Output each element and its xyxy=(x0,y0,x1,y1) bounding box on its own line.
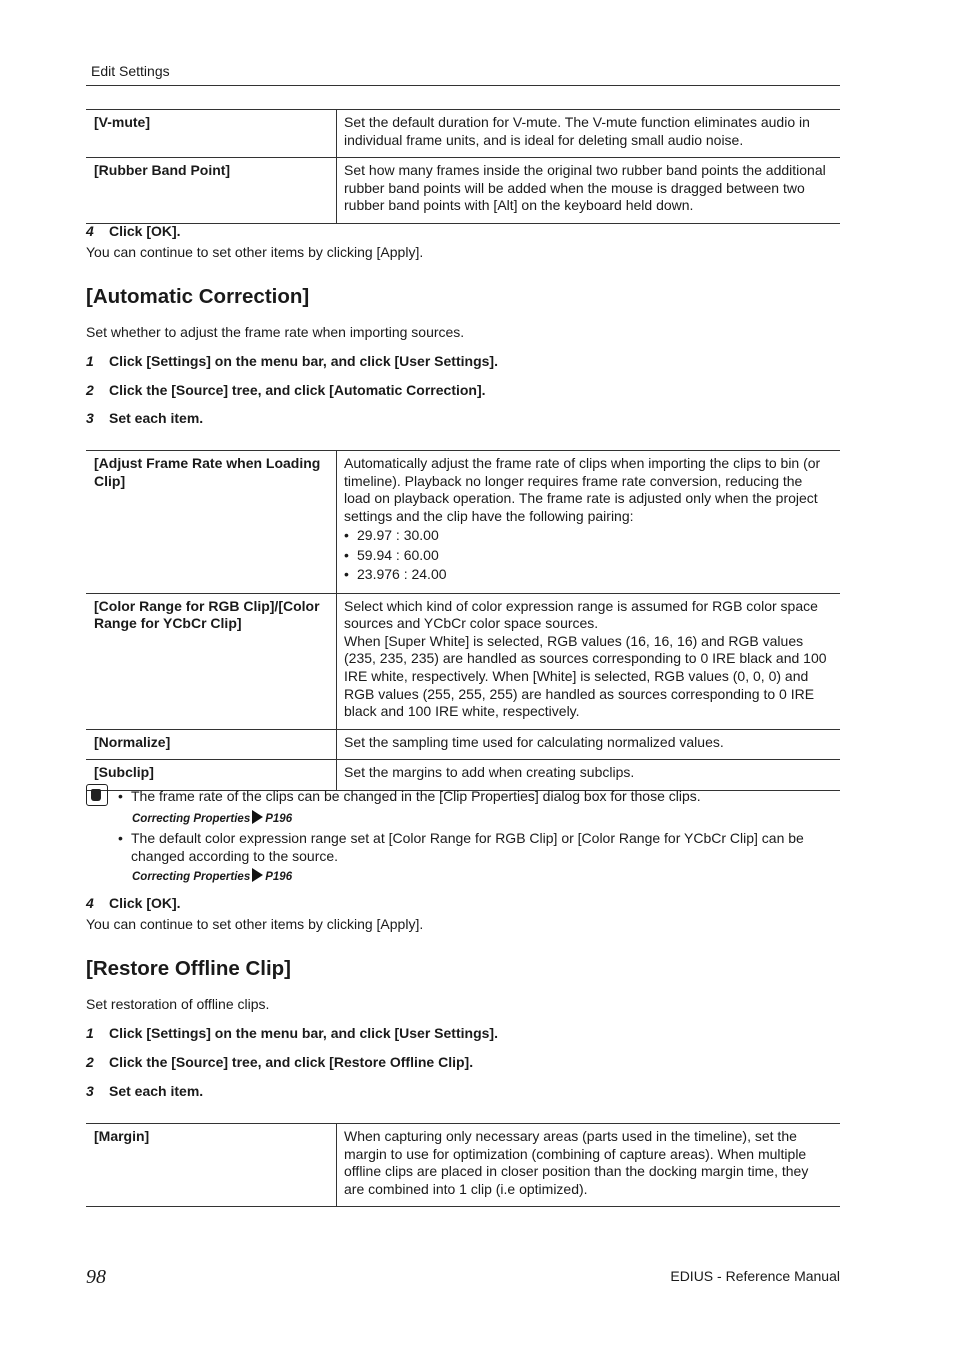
pairing-list xyxy=(344,526,830,584)
arrow-right-icon xyxy=(252,868,263,882)
step-number: 2 xyxy=(86,1054,94,1070)
apply-note: You can continue to set other items by clicking [Apply]. xyxy=(86,916,424,932)
setting-name: [Margin] xyxy=(86,1124,337,1207)
setting-name: [Rubber Band Point] xyxy=(86,158,337,224)
page-number: 98 xyxy=(86,1266,106,1288)
cross-reference-link[interactable] xyxy=(132,810,292,825)
step-text: Click [OK]. xyxy=(109,895,181,911)
step-text: Set each item. xyxy=(109,1083,204,1099)
setting-name: [Adjust Frame Rate when Loading Clip] xyxy=(86,451,337,594)
step-text: Set each item. xyxy=(109,410,204,426)
section-title: [Automatic Correction] xyxy=(86,285,310,308)
setting-name: [Normalize] xyxy=(86,729,337,760)
setting-description: Set how many frames inside the original two rubber band points the additional rubber band points will be added when the mouse is dragged between two rubber band points with [Alt] on the keyboard held down. xyxy=(337,158,841,224)
section-intro: Set whether to adjust the frame rate when importing sources. xyxy=(86,324,465,340)
table-row xyxy=(86,760,840,791)
section-title: [Restore Offline Clip] xyxy=(86,957,292,980)
step-number: 3 xyxy=(86,1083,94,1099)
description-text: Automatically adjust the frame rate of clips when importing the clips to bin (or timeline). Playback no longer requires frame rate conversion, reducing the load on playback operation. The frame rate is adjusted only when the project settings and the clip have the following pairing: xyxy=(344,455,821,524)
reference-label: Correcting Properties xyxy=(132,813,251,825)
apply-note: You can continue to set other items by clicking [Apply]. xyxy=(86,244,424,260)
step-number: 4 xyxy=(86,223,94,239)
cross-reference-link[interactable] xyxy=(132,868,292,883)
table-row xyxy=(86,451,840,594)
description-text: When [Super White] is selected, RGB values (16, 16, 16) and RGB values (235, 235, 235) are handled as sources corresponding to 0 IRE black and 100 IRE white, respectively. When [White] is selected, RGB values (0, 0, 0) and RGB values (255, 255, 255) are handled as sources corresponding to 0 IRE black and 100 IRE white, respectively. xyxy=(344,632,827,720)
step-2 xyxy=(86,1054,473,1070)
table-row xyxy=(86,1124,840,1207)
settings-table-2 xyxy=(86,450,840,791)
table-row xyxy=(86,593,840,729)
header-rule xyxy=(86,85,840,86)
section-intro: Set restoration of offline clips. xyxy=(86,996,270,1012)
step-4 xyxy=(86,895,181,911)
table-row xyxy=(86,729,840,760)
step-text: Click the [Source] tree, and click [Restore Offline Clip]. xyxy=(109,1054,474,1070)
setting-description xyxy=(337,451,841,594)
step-1 xyxy=(86,353,498,369)
setting-description: Set the default duration for V-mute. The V-mute function eliminates audio in individual frame units, and is ideal for deleting small audio noise. xyxy=(337,110,841,158)
setting-description: Set the sampling time used for calculating normalized values. xyxy=(337,729,841,760)
note-item: • The frame rate of the clips can be changed in the [Clip Properties] dialog box for those clips. xyxy=(118,788,838,806)
table-row xyxy=(86,110,840,158)
step-number: 3 xyxy=(86,410,94,426)
reference-page: P196 xyxy=(265,813,293,825)
note-text: The default color expression range set at [Color Range for RGB Clip] or [Color Range for YCbCr Clip] can be changed according to the source. xyxy=(131,830,804,864)
running-header: Edit Settings xyxy=(91,63,170,79)
manual-title: EDIUS - Reference Manual xyxy=(670,1268,840,1284)
settings-table-3 xyxy=(86,1123,840,1207)
list-item: • 59.94 : 60.00 xyxy=(344,546,830,565)
note-text: The frame rate of the clips can be changed in the [Clip Properties] dialog box for those clips. xyxy=(131,788,701,804)
description-text: Select which kind of color expression range is assumed for RGB color space sources and YCbCr color space sources. xyxy=(344,597,818,632)
setting-name: [V-mute] xyxy=(86,110,337,158)
step-number: 1 xyxy=(86,1025,94,1041)
note-hand-icon xyxy=(86,784,108,806)
step-3 xyxy=(86,1083,203,1099)
list-item: • 23.976 : 24.00 xyxy=(344,565,830,584)
step-text: Click [Settings] on the menu bar, and click [User Settings]. xyxy=(109,353,498,369)
step-3 xyxy=(86,410,203,426)
step-number: 2 xyxy=(86,382,94,398)
setting-description xyxy=(337,593,841,729)
settings-table-1 xyxy=(86,109,840,224)
step-1 xyxy=(86,1025,498,1041)
arrow-right-icon xyxy=(252,810,263,824)
reference-page: P196 xyxy=(265,871,293,883)
step-number: 1 xyxy=(86,353,94,369)
step-4 xyxy=(86,223,181,239)
note-item: • The default color expression range set at [Color Range for RGB Clip] or [Color Range for YCbCr Clip] can be changed according to the source. xyxy=(118,830,838,865)
setting-name: [Subclip] xyxy=(86,760,337,791)
step-text: Click [Settings] on the menu bar, and click [User Settings]. xyxy=(109,1025,498,1041)
step-2 xyxy=(86,382,486,398)
setting-description: Set the margins to add when creating subclips. xyxy=(337,760,841,791)
reference-label: Correcting Properties xyxy=(132,871,251,883)
list-item: • 29.97 : 30.00 xyxy=(344,526,830,545)
step-text: Click [OK]. xyxy=(109,223,181,239)
table-row xyxy=(86,158,840,224)
step-text: Click the [Source] tree, and click [Automatic Correction]. xyxy=(109,382,486,398)
setting-name: [Color Range for RGB Clip]/[Color Range for YCbCr Clip] xyxy=(86,593,337,729)
step-number: 4 xyxy=(86,895,94,911)
setting-description: When capturing only necessary areas (parts used in the timeline), set the margin to use for optimization (combining of capture areas). When multiple offline clips are placed in closer position than the docking margin time, they are combined into 1 clip (i.e optimized). xyxy=(337,1124,841,1207)
